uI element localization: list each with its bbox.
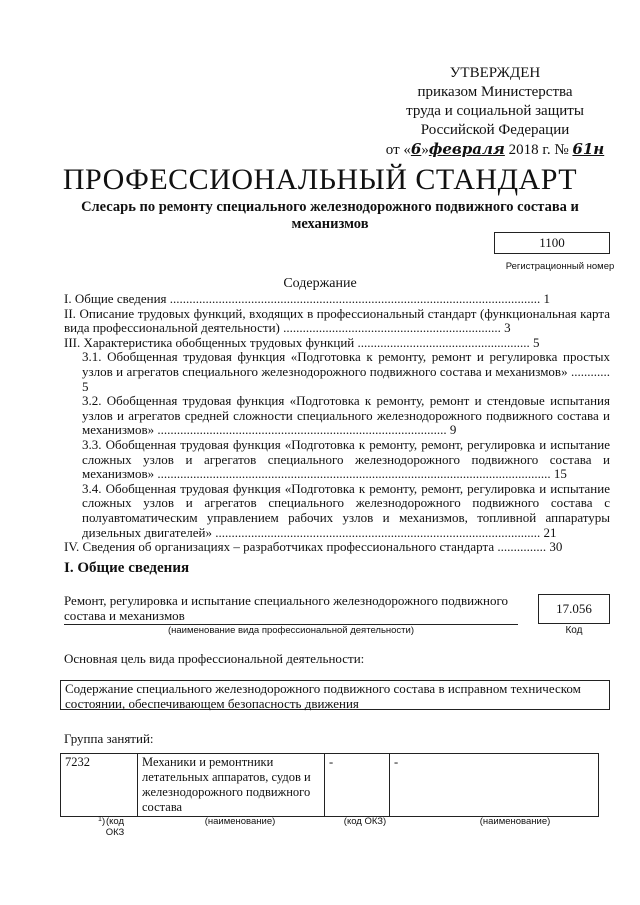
table-of-contents <box>64 292 610 555</box>
toc-item[interactable]: 3.4. Обобщенная трудовая функция «Подготовка к ремонту, ремонт, регулировка и испытание сложных узлов и агрегатов специального железнодорожного подвижного состава с полуавтоматическим управлением рабочих узлов и механизмов, топливной аппаратуры дизельных двигателей» .................................................................................................... 21 <box>82 480 610 540</box>
okz-code-caption-2: (код ОКЗ) <box>343 816 387 827</box>
toc-item[interactable]: IV. Сведения об организациях – разработчиках профессионального стандарта ............... 30 <box>64 539 563 555</box>
activity-caption: (наименование вида профессиональной деятельности) <box>167 625 415 636</box>
toc-item[interactable]: I. Общие сведения .................................................................................................................. 1 <box>64 291 551 306</box>
date-mid: » <box>421 142 429 158</box>
table-row <box>61 754 599 817</box>
page-title: ПРОФЕССИОНАЛЬНЫЙ СТАНДАРТ <box>62 163 578 196</box>
okz-name-cell-2: - <box>390 754 599 817</box>
registration-label: Регистрационный номер <box>505 261 615 272</box>
activity-name: Ремонт, регулировка и испытание специального железнодорожного подвижного состава и механизмов <box>64 593 509 623</box>
goal-text-box: Содержание специального железнодорожного подвижного состава в исправном техническом состоянии, обеспечивающем безопасность движения <box>60 680 610 710</box>
standard-subtitle: Слесарь по ремонту специального железнодорожного подвижного состава и механизмов <box>81 199 579 232</box>
approval-line-3: труда и социальной защиты <box>406 103 584 119</box>
okz-code-cell: 7232 <box>61 754 138 817</box>
group-label: Группа занятий: <box>64 731 154 746</box>
toc-item[interactable]: II. Описание трудовых функций, входящих в профессиональный стандарт (функциональная карта вида профессиональной деятельности) ................................................................... 3 <box>64 305 610 336</box>
activity-code-box: 17.056 <box>538 594 610 624</box>
section-heading: I. Общие сведения <box>64 560 190 576</box>
occupation-captions <box>60 816 620 838</box>
registration-number-box: 1100 <box>494 232 610 254</box>
order-number: 61н <box>572 140 605 158</box>
okz-name-cell: Механики и ремонтники летательных аппаратов, судов и железнодорожного подвижного состава <box>138 754 325 817</box>
toc-item[interactable]: 3.1. Обобщенная трудовая функция «Подготовка к ремонту, ремонт и регулировка простых узлов и агрегатов специального железнодорожного подвижного состава и механизмов» ............ 5 <box>82 349 610 394</box>
goal-label: Основная цель вида профессиональной деятельности: <box>64 651 365 666</box>
date-month: февраля <box>428 140 505 158</box>
toc-item[interactable]: 3.3. Обобщенная трудовая функция «Подготовка к ремонту, ремонт, регулировка и испытание сложных узлов и агрегатов специального железнодорожного подвижного состава и механизмов» ......................................................................................................................... 15 <box>82 436 610 482</box>
date-prefix: от « <box>385 142 411 158</box>
footnote-mark: 1 <box>98 816 102 823</box>
okz-code-caption: (код ОКЗ $^1$ ) <box>98 816 125 838</box>
okz-name-caption: (наименование) <box>204 816 276 827</box>
approval-date-line <box>370 140 620 160</box>
approval-block <box>370 64 620 160</box>
toc-item[interactable]: III. Характеристика обобщенных трудовых функций ..................................................... 5 <box>64 334 540 350</box>
date-day: 6 <box>410 140 422 158</box>
code-caption: Код <box>565 625 583 636</box>
date-year: 2018 г. № <box>508 142 569 158</box>
toc-item[interactable]: 3.2. Обобщенная трудовая функция «Подготовка к ремонту, ремонт и стендовые испытания узлов и агрегатов средней сложности специального железнодорожного подвижного состава и механизмов» ......................................................................................... 9 <box>82 393 610 438</box>
approval-line-2: приказом Министерства <box>417 84 573 100</box>
okz-name-caption-2: (наименование) <box>479 816 551 827</box>
approval-line-1: УТВЕРЖДЕН <box>449 65 541 81</box>
toc-heading: Содержание <box>283 276 357 291</box>
occupation-table <box>60 753 599 817</box>
approval-line-4: Российской Федерации <box>420 122 570 138</box>
okz-code-cell-2: - <box>325 754 390 817</box>
